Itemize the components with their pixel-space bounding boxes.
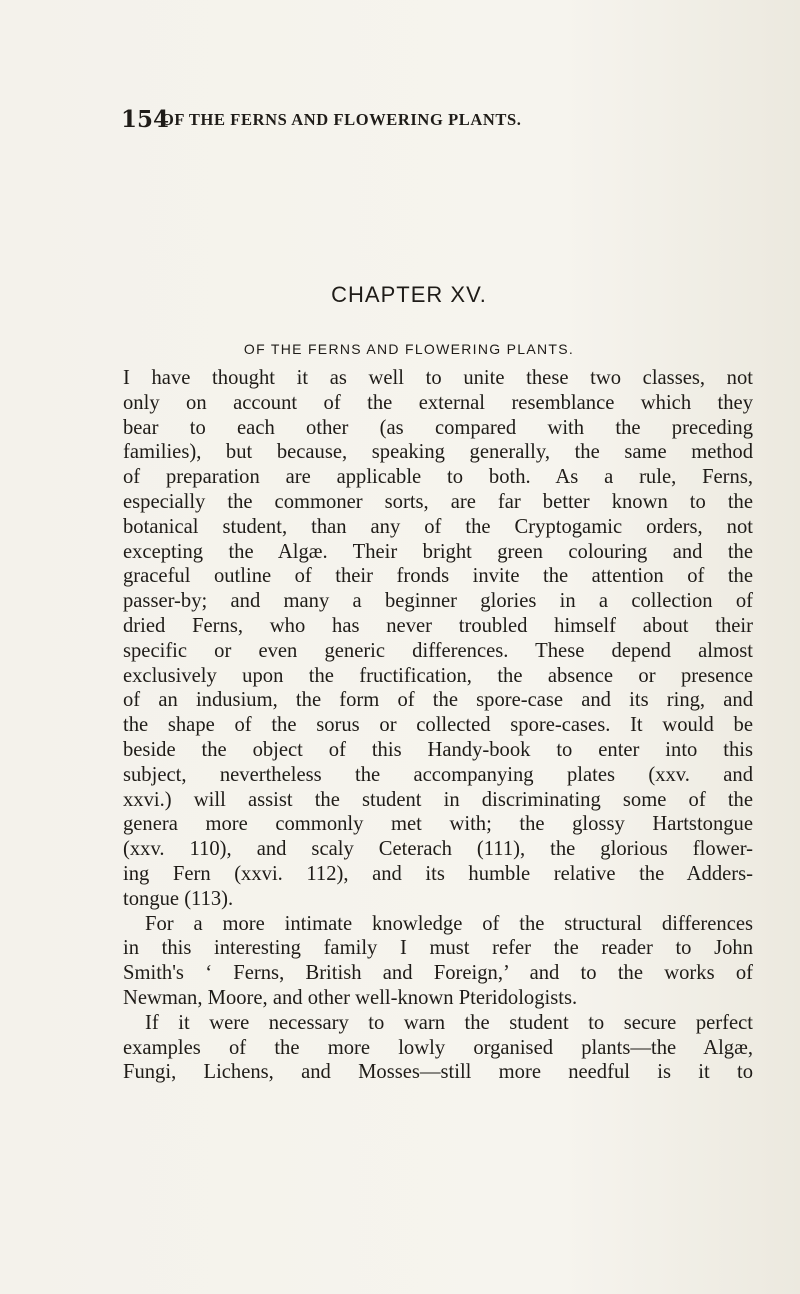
text-line: Smith's ‘ Ferns, British and Foreign,’ and to the works of xyxy=(123,962,753,985)
text-line: excepting the Algæ. Their bright green colouring and the xyxy=(123,540,753,563)
text-line: Fungi, Lichens, and Mosses—still more needful is it to xyxy=(123,1061,753,1084)
running-head xyxy=(121,106,681,146)
text-line: examples of the more lowly organised plants—the Algæ, xyxy=(123,1036,753,1059)
text-line: exclusively upon the fructification, the absence or presence xyxy=(123,664,753,687)
text-line: botanical student, than any of the Cryptogamic orders, not xyxy=(123,515,753,538)
text-line: families), but because, speaking generally, the same method xyxy=(123,441,753,464)
text-line: beside the object of this Handy-book to enter into this xyxy=(123,738,753,761)
text-line: tongue (113). xyxy=(123,887,234,910)
text-line: I have thought it as well to unite these two classes, not xyxy=(123,367,753,389)
text-line: especially the commoner sorts, are far better known to the xyxy=(123,490,753,513)
text-line: genera more commonly met with; the glossy Hartstongue xyxy=(123,813,753,836)
text-line: For a more intimate knowledge of the structural differences xyxy=(145,912,753,935)
chapter-heading: CHAPTER XV. xyxy=(331,282,487,307)
text-line: of preparation are applicable to both. As a rule, Ferns, xyxy=(123,466,753,489)
page-number: 154 xyxy=(121,106,170,133)
text-line: dried Ferns, who has never troubled himself about their xyxy=(123,614,753,637)
text-line: xxvi.) will assist the student in discriminating some of the xyxy=(123,788,753,811)
text-line: bear to each other (as compared with the preceding xyxy=(123,416,753,439)
text-line: specific or even generic differences. These depend almost xyxy=(123,639,753,662)
text-line: of an indusium, the form of the spore-case and its ring, and xyxy=(123,689,753,712)
text-line: If it were necessary to warn the student to secure perfect xyxy=(145,1011,753,1034)
body-text xyxy=(123,366,753,1085)
text-line: ing Fern (xxvi. 112), and its humble relative the Adders- xyxy=(123,862,753,885)
text-line: subject, nevertheless the accompanying plates (xxv. and xyxy=(123,763,753,786)
chapter-subtitle: OF THE FERNS AND FLOWERING PLANTS. xyxy=(243,341,575,357)
text-line: Newman, Moore, and other well-known Pteridologists. xyxy=(123,986,578,1009)
text-line: graceful outline of their fronds invite the attention of the xyxy=(123,565,753,588)
running-title: OF THE FERNS AND FLOWERING PLANTS. xyxy=(161,110,522,129)
text-line: only on account of the external resemblance which they xyxy=(123,391,753,414)
text-line: passer-by; and many a beginner glories in a collection of xyxy=(123,590,753,613)
text-line: in this interesting family I must refer the reader to John xyxy=(123,937,753,960)
text-line: the shape of the sorus or collected spore-cases. It would be xyxy=(123,714,753,737)
text-line: (xxv. 110), and scaly Ceterach (111), the glorious flower- xyxy=(123,838,753,861)
